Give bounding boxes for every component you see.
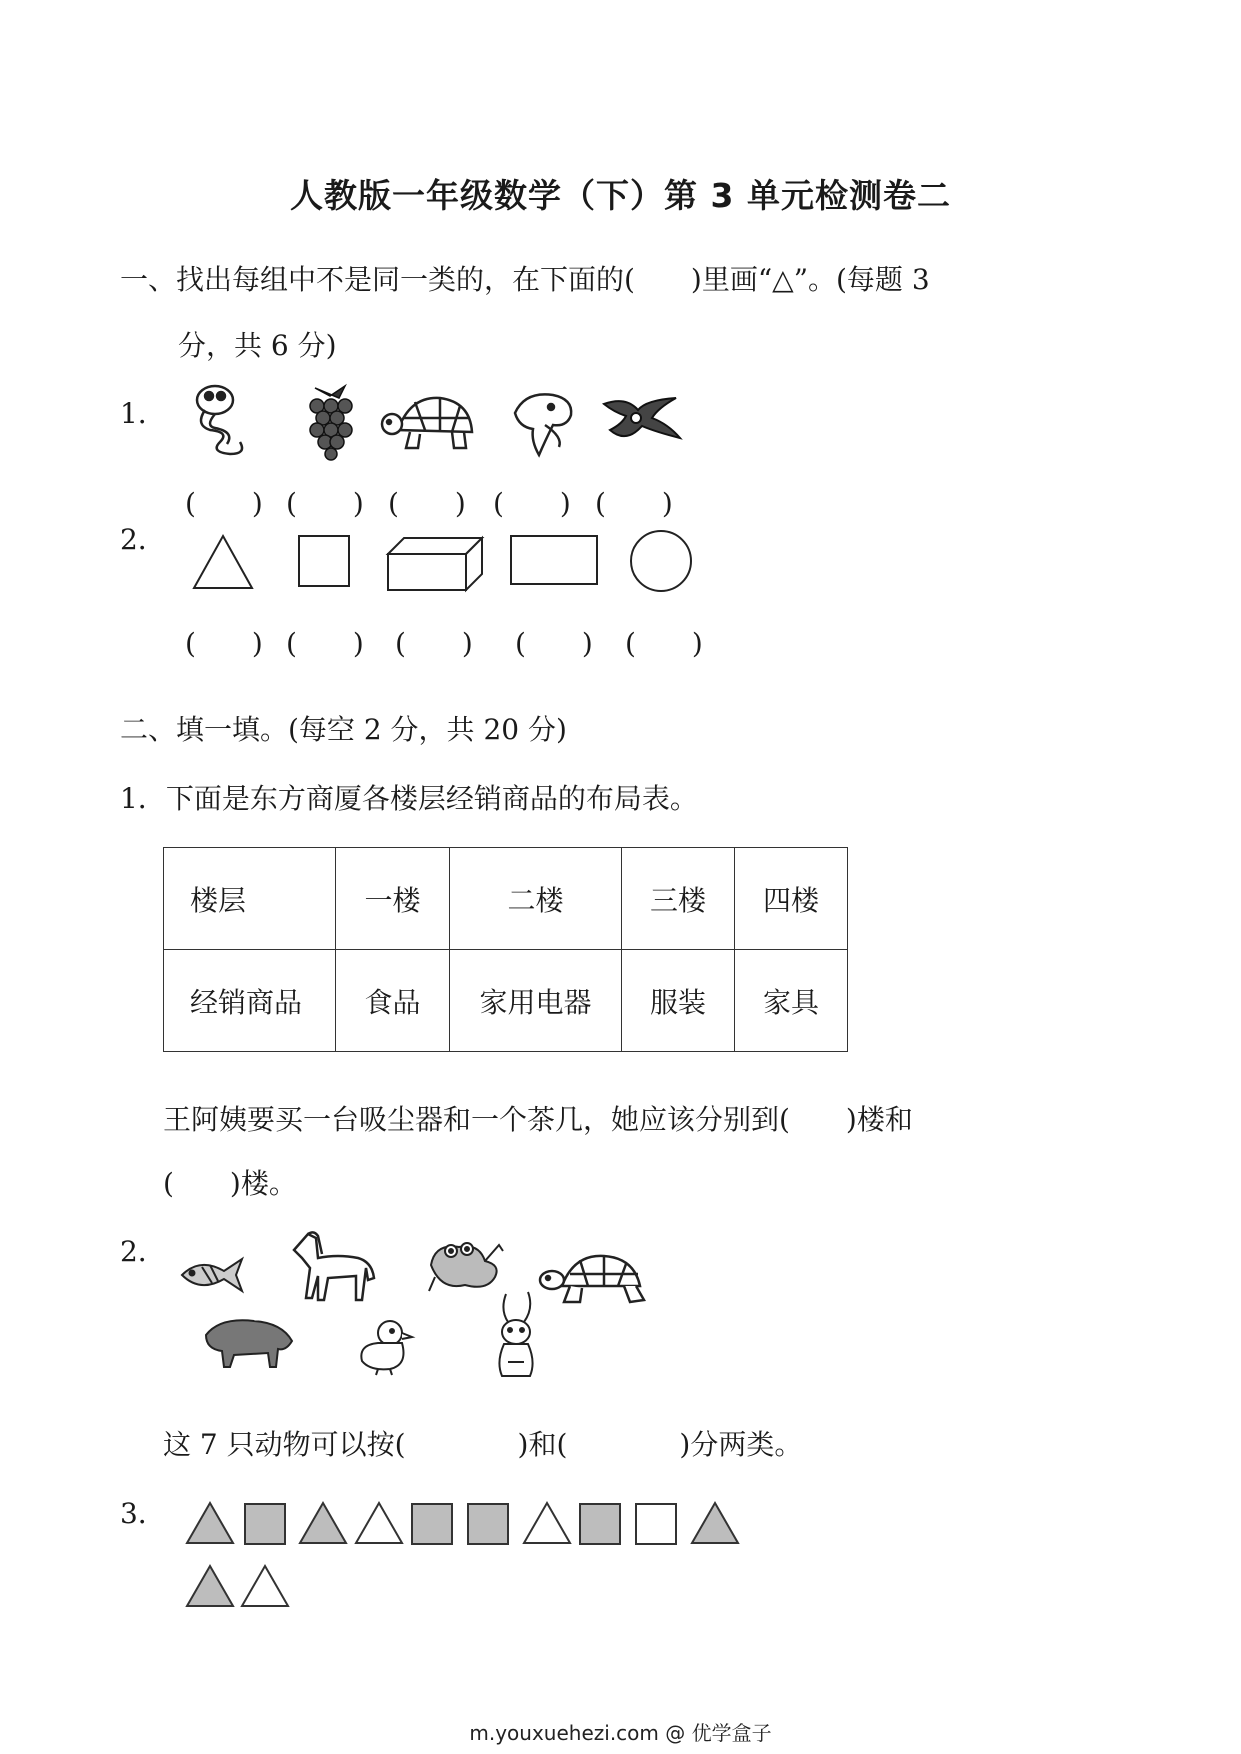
answer-blank[interactable]: ( ) [625,627,703,660]
turtle-icon [540,1250,650,1310]
pig-icon [200,1315,295,1370]
gray-square [245,1504,285,1544]
table-cell: 家用电器 [450,950,622,1052]
white-square [636,1504,676,1544]
gray-square [412,1504,452,1544]
grapes-icon [295,382,365,462]
chick-icon [356,1315,416,1375]
footer-watermark: m.youxuehezi.com @ 优学盒子 [469,1721,772,1745]
table-cell: 服装 [622,950,735,1052]
answer-blank[interactable]: ( ) [595,487,673,520]
triangle-shape [192,534,254,590]
rabbit-icon [488,1290,548,1380]
dolphin-icon [505,385,585,460]
table-cell: 四楼 [735,848,848,950]
answer-blank[interactable]: ( ) [185,627,263,660]
answer-blank[interactable]: ( ) [493,487,571,520]
section2-heading: 二、填一填。(每空 2 分，共 20 分) [120,713,567,746]
gray-triangle [187,1566,233,1606]
turtle-icon [380,390,480,460]
frog-icon [425,1235,505,1295]
gray-triangle [187,1503,233,1543]
rectangle-shape [510,535,600,587]
answer-blank[interactable]: ( ) [286,627,364,660]
table-row [164,950,848,1052]
section1-heading: 一、找出每组中不是同一类的，在下面的( )里画“△”。(每题 3 [120,263,930,296]
table-row [164,848,848,950]
answer-blank[interactable]: ( ) [395,627,473,660]
gray-square [580,1504,620,1544]
fish-icon [178,1255,248,1297]
gray-triangle [692,1503,738,1543]
floor-layout-table [163,847,848,1052]
question-fill-line: 王阿姨要买一台吸尘器和一个茶几，她应该分别到( )楼和 [163,1103,913,1136]
circle-shape [630,530,694,594]
question-text: 1．下面是东方商厦各楼层经销商品的布局表。 [120,782,698,815]
table-cell: 一楼 [336,848,450,950]
gray-square [468,1504,508,1544]
question-fill-line: ( )楼。 [163,1167,297,1200]
question-number: 2． [120,1235,166,1268]
page-title: 人教版一年级数学（下）第 3 单元检测卷二 [290,176,951,215]
answer-blank[interactable]: ( ) [515,627,593,660]
question-number: 2． [120,523,166,556]
snake-icon [185,380,265,460]
cuboid-shape [386,532,486,592]
swallow-icon [596,390,681,450]
gray-triangle [300,1503,346,1543]
answer-blank[interactable]: ( ) [388,487,466,520]
answer-blank[interactable]: ( ) [286,487,364,520]
horse-icon [288,1228,378,1303]
table-cell: 三楼 [622,848,735,950]
white-triangle [242,1566,288,1606]
question-number: 3． [120,1497,166,1530]
section1-heading-cont: 分，共 6 分) [178,329,337,362]
question-fill-line: 这 7 只动物可以按( )和( )分两类。 [163,1428,803,1461]
table-cell: 楼层 [164,848,336,950]
shape-pattern [185,1500,745,1620]
white-triangle [356,1503,402,1543]
white-triangle [524,1503,570,1543]
table-cell: 经销商品 [164,950,336,1052]
table-cell: 家具 [735,950,848,1052]
square-shape [298,535,352,589]
table-cell: 食品 [336,950,450,1052]
table-cell: 二楼 [450,848,622,950]
answer-blank[interactable]: ( ) [185,487,263,520]
question-number: 1． [120,397,166,430]
